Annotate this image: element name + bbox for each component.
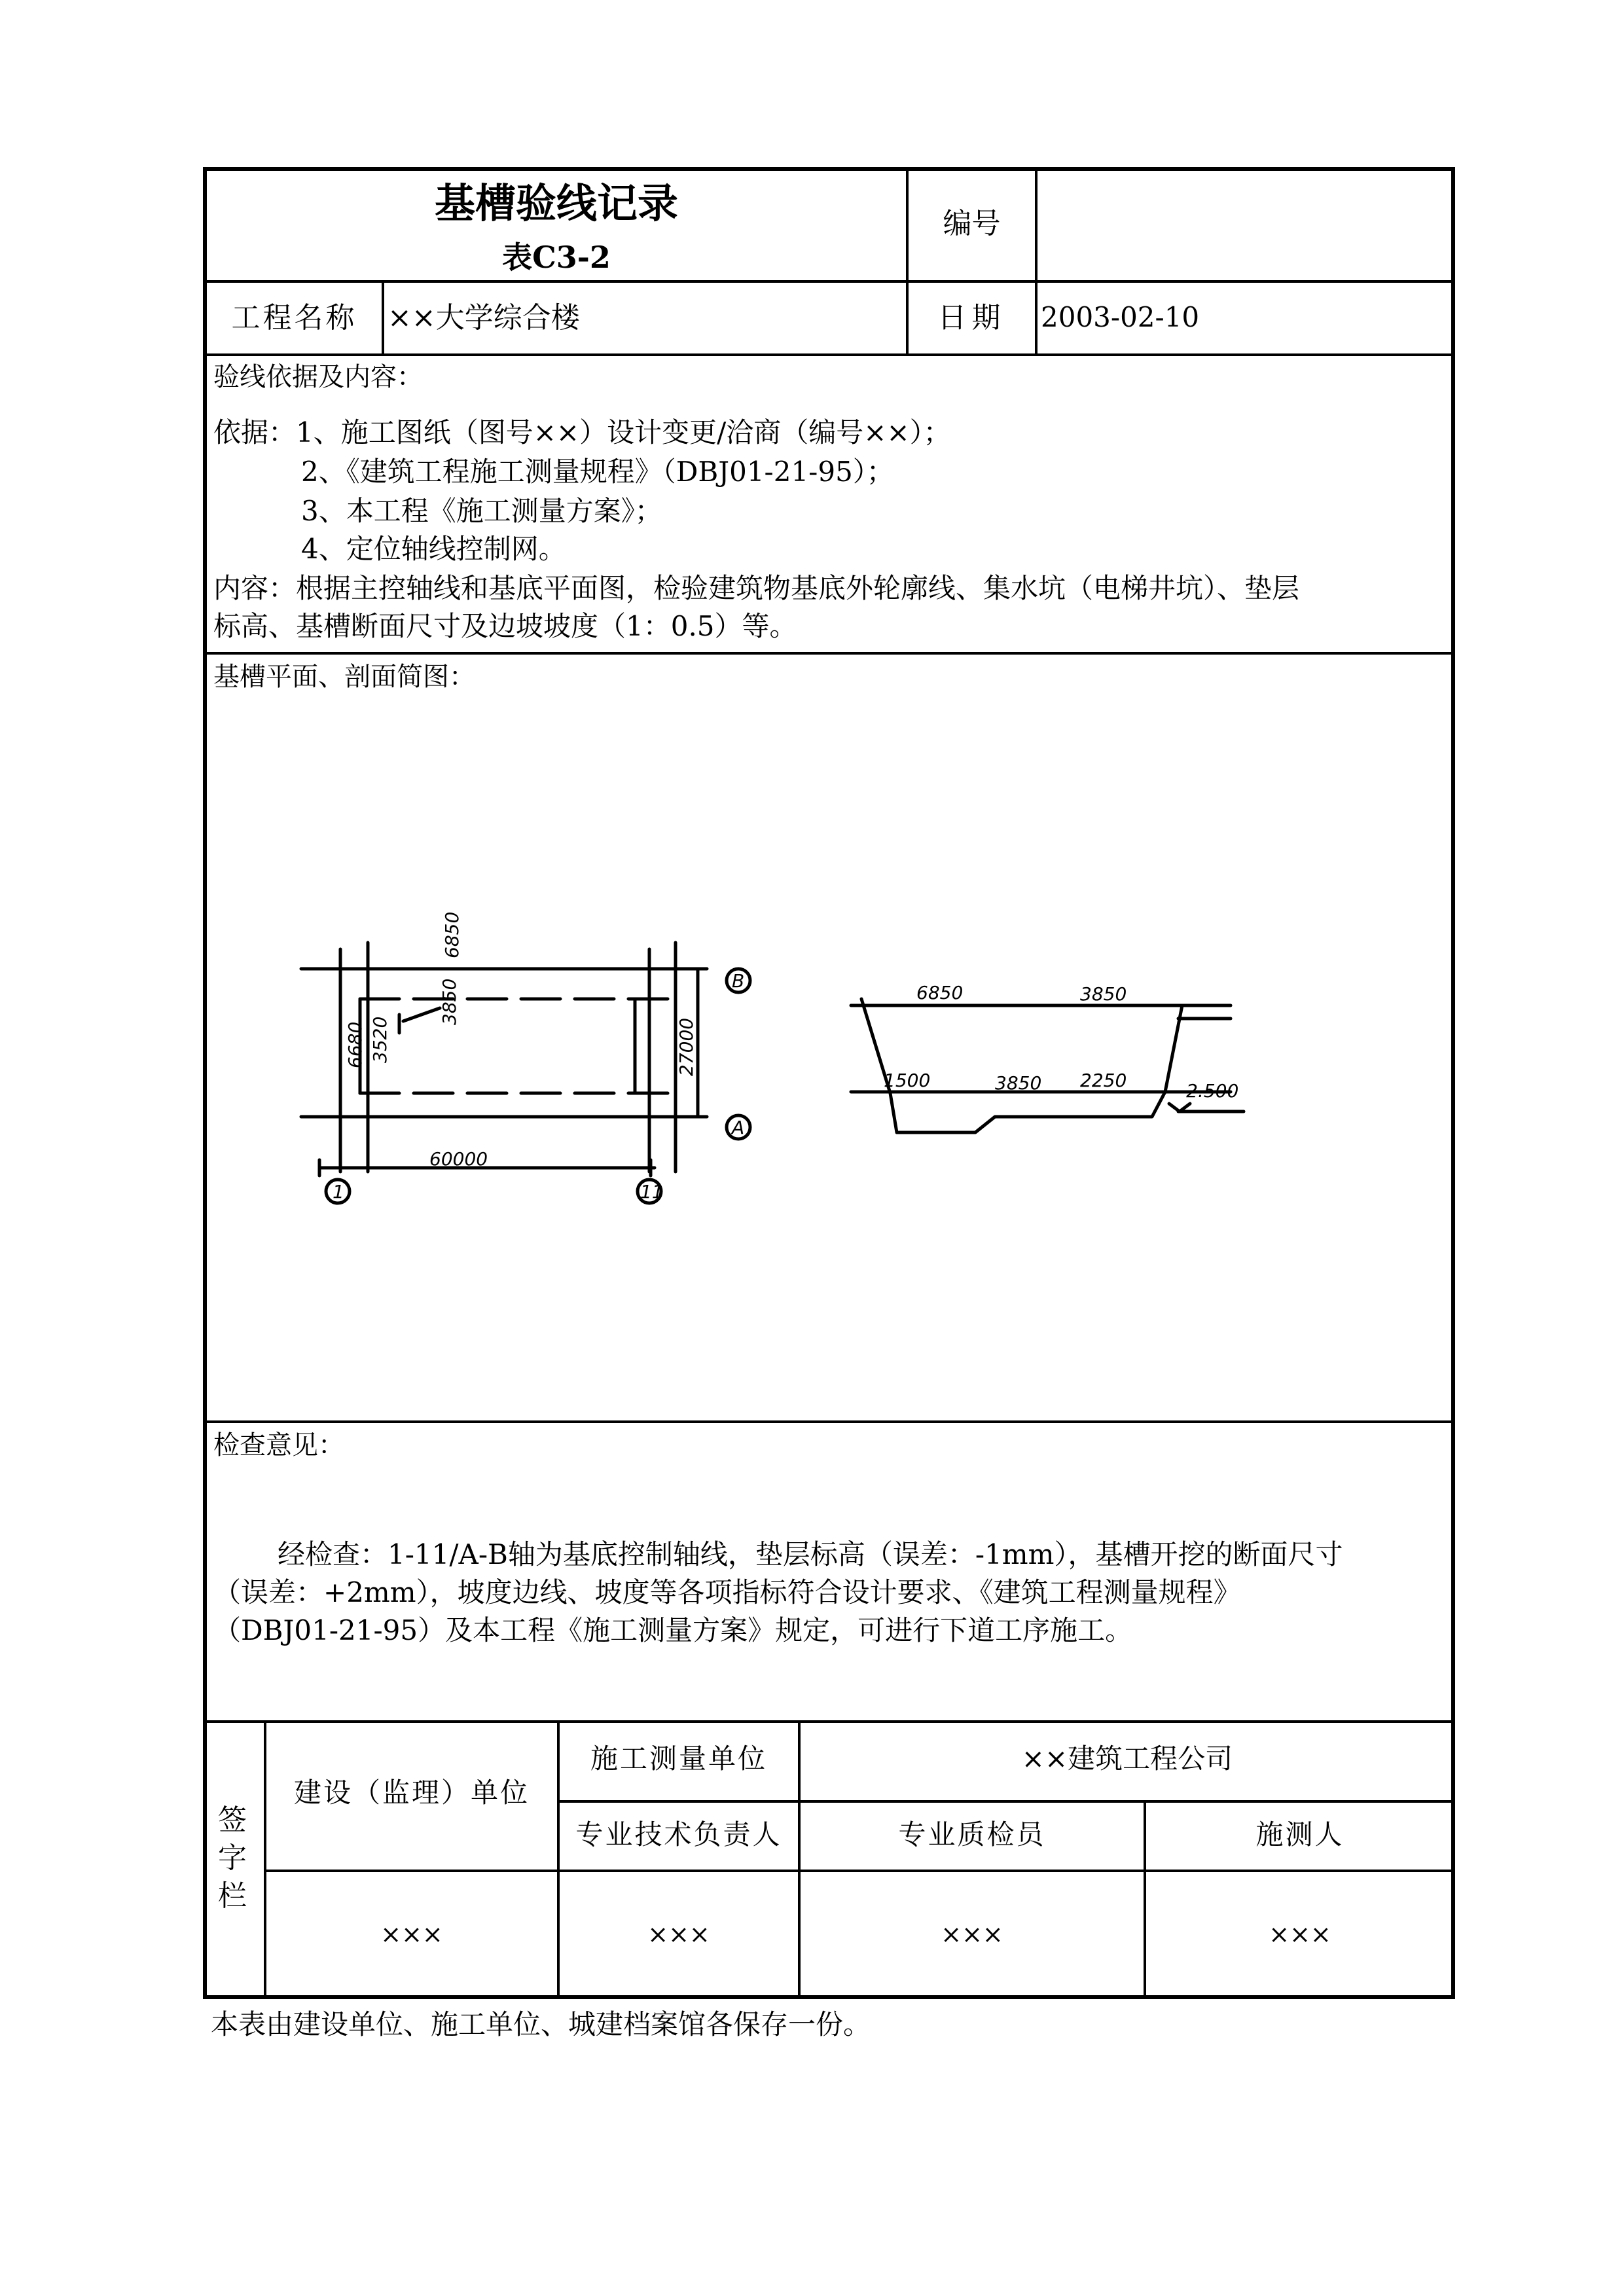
sketch-drawing xyxy=(288,903,1309,1218)
rule-sig-mid xyxy=(558,1800,1454,1803)
basis-line-1: 依据：1、施工图纸（图号××）设计变更/洽商（编号××）； xyxy=(213,416,951,448)
section-bottom-1-label: 1500 xyxy=(884,1070,931,1091)
section-elevation-label: -2.500 xyxy=(1180,1080,1239,1102)
section-bottom-2-label: 3850 xyxy=(995,1072,1042,1094)
dim-bottom-label: 60000 xyxy=(429,1148,488,1170)
surveyor-signature[interactable]: ××× xyxy=(1269,1920,1331,1949)
rule-inspection xyxy=(204,1720,1454,1723)
basis-line-5: 内容：根据主控轴线和基底平面图，检验建筑物基底外轮廓线、集水坑（电梯井坑）、垫层 xyxy=(213,572,1300,604)
rule-v-sig-label xyxy=(264,1722,266,1998)
rule-basis xyxy=(204,652,1454,655)
signature-section-label: 签字栏 xyxy=(218,1803,247,1913)
dim-inner-label: 3850 xyxy=(439,978,460,1025)
axis-a-label: A xyxy=(732,1117,745,1138)
axis-1-label: 1 xyxy=(333,1181,344,1202)
section-top-right-label: 3850 xyxy=(1080,983,1127,1005)
qc-signature[interactable]: ××× xyxy=(941,1920,1003,1949)
inspection-line-2: （误差：+2mm），坡度边线、坡度等各项指标符合设计要求、《建筑工程测量规程》 xyxy=(213,1576,1241,1608)
dim-right-label: 27000 xyxy=(676,1017,697,1076)
basis-line-2: 2、《建筑工程施工测量规程》（DBJ01-21-95）； xyxy=(301,456,894,488)
surveyor-label: 施测人 xyxy=(1255,1818,1344,1851)
plan-view xyxy=(301,912,750,1203)
section-view xyxy=(851,982,1244,1132)
inspection-line-3: （DBJ01-21-95）及本工程《施工测量方案》规定，可进行下道工序施工。 xyxy=(213,1614,1133,1646)
date-value[interactable]: 2003-02-10 xyxy=(1041,301,1200,333)
basis-line-4: 4、定位轴线控制网。 xyxy=(301,533,566,565)
date-label: 日期 xyxy=(937,301,1006,334)
survey-unit-value[interactable]: ××建筑工程公司 xyxy=(1021,1743,1233,1775)
footer-note: 本表由建设单位、施工单位、城建档案馆各保存一份。 xyxy=(211,2008,871,2040)
rule-sketch xyxy=(204,1420,1454,1423)
section-bottom-3-label: 2250 xyxy=(1080,1070,1127,1091)
owner-signature[interactable]: ××× xyxy=(380,1920,443,1949)
dim-top-label: 6850 xyxy=(441,911,463,958)
rule-v-header-2 xyxy=(1035,168,1038,355)
owner-label: 建设（监理）单位 xyxy=(293,1777,530,1809)
dim-left-label: 6680 xyxy=(344,1021,366,1068)
axis-b-label: B xyxy=(732,970,745,992)
rule-header xyxy=(204,280,1454,283)
form-title: 基槽验线记录 xyxy=(434,179,678,227)
survey-unit-label: 施工测量单位 xyxy=(590,1743,767,1775)
axis-11-label: 11 xyxy=(640,1181,664,1202)
rule-project xyxy=(204,353,1454,356)
inspection-line-1: 经检查：1-11/A-B轴为基底控制轴线，垫层标高（误差：-1mm），基槽开挖的断面尺寸 xyxy=(278,1538,1343,1570)
inspection-heading: 检查意见： xyxy=(213,1430,344,1460)
tech-lead-signature[interactable]: ××× xyxy=(647,1920,710,1949)
section-top-left-label: 6850 xyxy=(916,982,964,1003)
rule-sig-lower xyxy=(265,1870,1454,1872)
basis-heading: 验线依据及内容： xyxy=(213,362,423,392)
number-label: 编号 xyxy=(943,207,1001,240)
basis-line-6: 标高、基槽断面尺寸及边坡坡度（1：0.5）等。 xyxy=(213,610,797,642)
sketch-heading: 基槽平面、剖面简图： xyxy=(213,662,475,692)
tech-lead-label: 专业技术负责人 xyxy=(575,1818,782,1851)
project-label: 工程名称 xyxy=(231,301,357,334)
qc-label: 专业质检员 xyxy=(898,1818,1046,1851)
basis-line-3: 3、本工程《施工测量方案》； xyxy=(301,495,662,527)
form-code: 表C3-2 xyxy=(502,240,611,275)
dim-left-small-label: 3520 xyxy=(369,1016,391,1063)
rule-v-project xyxy=(382,281,384,355)
project-value[interactable]: ××大学综合楼 xyxy=(388,301,580,334)
